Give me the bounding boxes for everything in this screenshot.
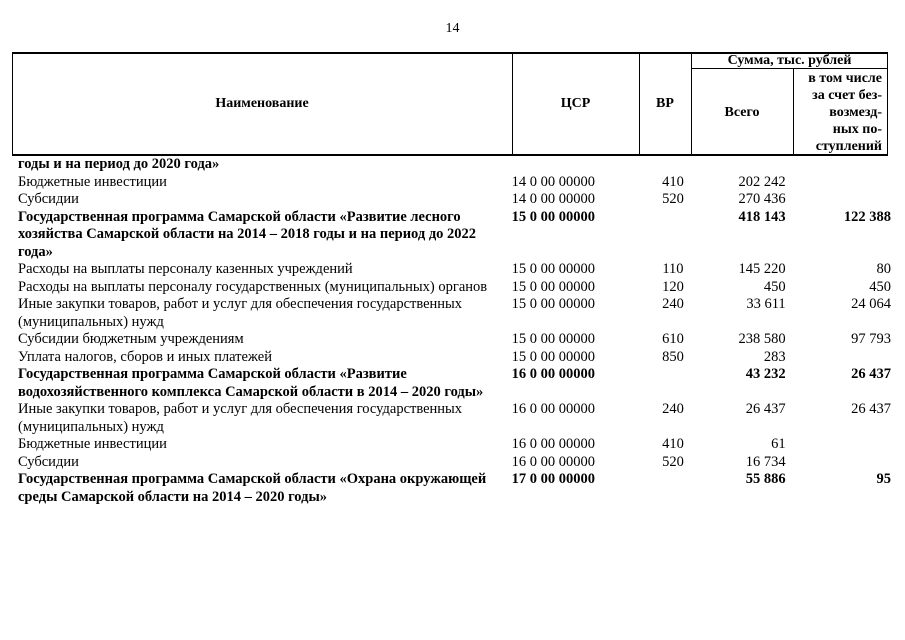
header-incl — [794, 70, 882, 155]
cell-ext: 122 388 — [843, 208, 891, 225]
program-row — [18, 366, 905, 401]
cell-csr: 15 0 00 00000 — [511, 261, 596, 277]
cell-vr: 120 — [662, 278, 684, 295]
table-row — [18, 331, 905, 349]
cell-ext — [804, 454, 905, 472]
cell-ext: 95 — [876, 471, 891, 487]
cell-total: 270 436 — [738, 191, 786, 207]
cell-name: Расходы на выплаты персоналу государственных (муниципальных) органов — [18, 278, 488, 295]
table-body — [18, 156, 905, 506]
cell-name: Государственная программа Самарской области «Развитие лесного хозяйства Самарской области на 2014 – 2018 годы и на период до 2022 года» — [18, 208, 477, 260]
cell-vr: 240 — [662, 401, 684, 417]
table-row — [18, 174, 905, 192]
cell-total: 33 611 — [746, 296, 786, 312]
cell-total — [698, 156, 803, 174]
cell-total: 61 — [771, 436, 786, 452]
cell-vr: 520 — [662, 453, 684, 470]
header-name: Наименование — [215, 96, 309, 111]
cell-total: 43 232 — [745, 366, 786, 382]
cell-name: Расходы на выплаты персоналу казенных учреждений — [18, 261, 353, 277]
cell-name: Иные закупки товаров, работ и услуг для обеспечения государственных (муниципальных) нужд — [18, 296, 463, 330]
cell-vr: 520 — [662, 191, 684, 207]
cell-ext: 97 793 — [851, 331, 891, 347]
header-incl-line: возмезд- — [829, 105, 882, 120]
cell-total: 238 580 — [738, 331, 786, 347]
table-header — [12, 52, 888, 156]
cell-csr: 15 0 00 00000 — [511, 331, 596, 347]
cell-total: 283 — [763, 348, 786, 365]
cell-total: 16 734 — [745, 453, 786, 470]
header-incl-line: ступлений — [815, 139, 882, 154]
page-number: 14 — [445, 21, 460, 36]
table-row — [18, 454, 905, 472]
cell-vr — [648, 156, 699, 174]
cell-csr: 16 0 00 00000 — [511, 401, 596, 417]
cell-total: 202 242 — [738, 173, 786, 190]
cell-ext: 450 — [869, 278, 891, 295]
table-row — [18, 401, 905, 436]
table-row — [18, 436, 905, 454]
cell-total: 145 220 — [738, 261, 786, 277]
table-row — [18, 261, 905, 279]
table-row — [18, 279, 905, 297]
cell-total: 418 143 — [738, 208, 786, 225]
cell-name: Субсидии — [18, 453, 79, 470]
cell-csr: 14 0 00 00000 — [511, 173, 596, 190]
cell-csr: 16 0 00 00000 — [511, 453, 596, 470]
cell-name: Субсидии бюджетным учреждениям — [18, 331, 244, 347]
cell-ext: 26 437 — [851, 401, 891, 417]
cell-vr: 110 — [662, 261, 684, 277]
cell-total: 55 886 — [745, 471, 786, 487]
cell-vr — [648, 471, 699, 506]
cell-csr — [512, 156, 648, 174]
table-row — [18, 191, 905, 209]
table-row — [18, 349, 905, 367]
cell-name: Бюджетные инвестиции — [18, 436, 167, 452]
cell-ext — [804, 191, 905, 209]
program-row — [18, 156, 905, 174]
cell-csr: 14 0 00 00000 — [511, 191, 596, 207]
cell-csr: 15 0 00 00000 — [511, 278, 596, 295]
cell-vr: 240 — [662, 296, 684, 312]
cell-vr — [648, 209, 699, 262]
cell-csr: 16 0 00 00000 — [511, 366, 596, 382]
cell-name: Иные закупки товаров, работ и услуг для обеспечения государственных (муниципальных) нужд — [18, 401, 463, 435]
header-sum: Сумма, тыс. рублей — [727, 53, 852, 68]
cell-name: Государственная программа Самарской области «Охрана окружающей среды Самарской области на 2014 – 2020 годы» — [18, 471, 487, 505]
cell-ext — [804, 349, 905, 367]
cell-csr: 15 0 00 00000 — [511, 208, 596, 225]
cell-ext — [804, 156, 905, 174]
program-row — [18, 471, 905, 506]
cell-total: 26 437 — [745, 401, 786, 417]
header-incl-line: в том числе — [808, 71, 882, 86]
cell-ext: 26 437 — [851, 366, 891, 382]
program-row — [18, 209, 905, 262]
header-csr: ЦСР — [560, 96, 591, 111]
table-row — [18, 296, 905, 331]
cell-csr: 17 0 00 00000 — [511, 471, 596, 487]
header-total: Всего — [724, 105, 760, 120]
cell-ext — [804, 436, 905, 454]
cell-vr — [648, 366, 699, 401]
cell-name: Уплата налогов, сборов и иных платежей — [18, 348, 272, 365]
cell-vr: 850 — [662, 348, 684, 365]
cell-name: Субсидии — [18, 191, 79, 207]
budget-table — [18, 156, 905, 506]
cell-vr: 410 — [662, 173, 684, 190]
cell-csr: 15 0 00 00000 — [511, 348, 596, 365]
cell-ext: 24 064 — [851, 296, 891, 312]
cell-csr: 15 0 00 00000 — [511, 296, 596, 312]
header-incl-line: ных по- — [832, 122, 882, 137]
cell-name: Государственная программа Самарской области «Развитие водохозяйственного комплекса Самарской области в 2014 – 2020 годы» — [18, 366, 484, 400]
cell-name: Бюджетные инвестиции — [18, 173, 167, 190]
cell-vr: 610 — [662, 331, 684, 347]
cell-vr: 410 — [662, 436, 684, 452]
header-incl-line: за счет без- — [812, 88, 882, 103]
cell-name: годы и на период до 2020 года» — [18, 156, 220, 172]
header-vr: ВР — [656, 96, 674, 111]
cell-csr: 16 0 00 00000 — [511, 436, 596, 452]
cell-total: 450 — [763, 278, 786, 295]
cell-ext — [804, 174, 905, 192]
cell-ext: 80 — [876, 261, 891, 277]
